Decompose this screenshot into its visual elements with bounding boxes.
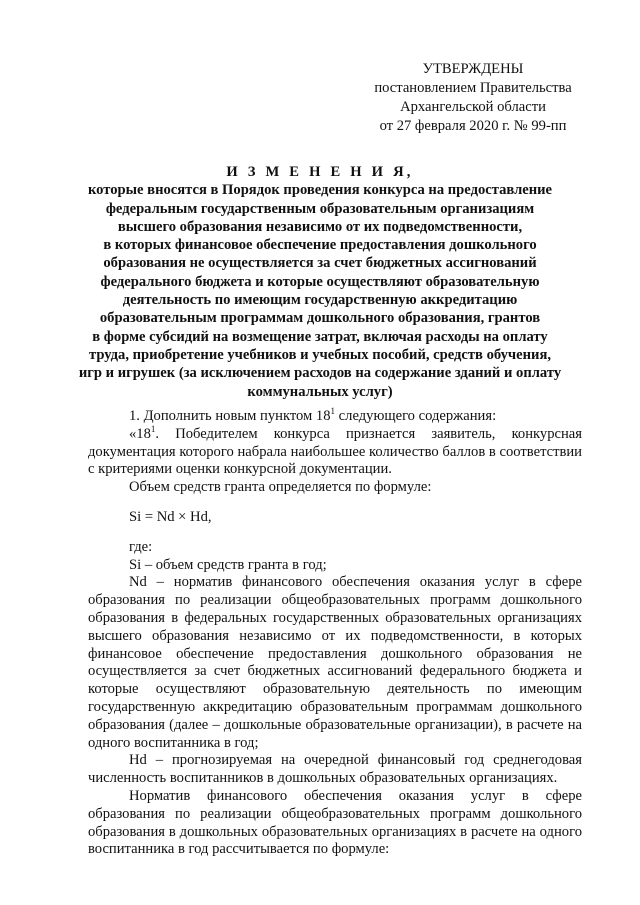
document-title: [70, 163, 570, 401]
formula: Si = Nd × Hd,: [129, 508, 212, 525]
definition-nd: Nd – норматив финансового обеспечения оказания услуг в сфере образования по реализации общеобразовательных программ дошкольного образования в федеральных государственных образовательных организациях высшего образования независимо от их подведомственности, в которых финансовое обеспечение предоставления дошкольного образования не осуществляется за счет бюджетных ассигнований федерального бюджета и которые осуществляют образовательную деятельность по имеющим государственную аккредитацию образовательным программам дошкольного образования (далее – дошкольные образовательные организации), в расчете на одного воспитанника в год;: [88, 574, 582, 751]
title-line: труда, приобретение учебников и учебных пособий, средств обучения,: [89, 346, 551, 363]
title-line: коммунальных услуг): [247, 383, 393, 400]
title-line: образовательным программам дошкольного образования, грантов: [99, 310, 541, 327]
title-line: высшего образования независимо от их подведомственности,: [117, 218, 523, 235]
title-line: в которых финансовое обеспечение предоставления дошкольного: [103, 237, 537, 254]
paragraph-winner: «$18^1$. Победителем конкурса признается заявитель, конкурсная документация которого набрала наибольшее количество баллов в соответствии с критериями оценки конкурсной документации.: [88, 423, 582, 478]
title-line: деятельность по имеющим государственную аккредитацию: [122, 292, 518, 309]
title-line: образования не осуществляется за счет бюджетных ассигнований: [103, 255, 537, 272]
where-label: где:: [129, 538, 153, 555]
title-line: игр и игрушек (за исключением расходов на содержание зданий и оплату: [78, 365, 562, 382]
title-line: в форме субсидий на возмещение затрат, включая расходы на оплату: [92, 328, 548, 345]
title-line: федерального бюджета и которые осуществляют образовательную: [100, 273, 540, 290]
title-line: федеральным государственным образовательным организациям: [105, 200, 535, 217]
paragraph-formula-intro: Объем средств гранта определяется по формуле:: [129, 479, 432, 496]
approval-line: Архангельской области: [400, 99, 546, 115]
paragraph-norm: Норматив финансового обеспечения оказания услуг в сфере образования по реализации общеобразовательных программ дошкольного образования в дошкольных образовательных организациях в расчете на одного воспитанника в год рассчитывается по формуле:: [88, 787, 582, 858]
definition-si: Si – объем средств гранта в год;: [129, 556, 327, 573]
approval-date-number: от 27 февраля 2020 г. № 99-пп: [379, 118, 567, 134]
approval-line: постановлением Правительства: [374, 80, 572, 96]
document-body: [88, 408, 582, 859]
approval-heading: УТВЕРЖДЕНЫ: [422, 61, 524, 77]
title-heading: И З М Е Н Е Н И Я,: [226, 164, 414, 180]
paragraph-item-1: 1. Дополнить новым пунктом $18^1$ следующего содержания:: [129, 406, 497, 424]
approval-block: [358, 60, 588, 136]
title-line: которые вносятся в Порядок проведения конкурса на предоставление: [87, 182, 553, 199]
definition-hd: Hd – прогнозируемая на очередной финансовый год среднегодовая численность воспитанников в дошкольных образовательных организациях.: [88, 752, 582, 787]
